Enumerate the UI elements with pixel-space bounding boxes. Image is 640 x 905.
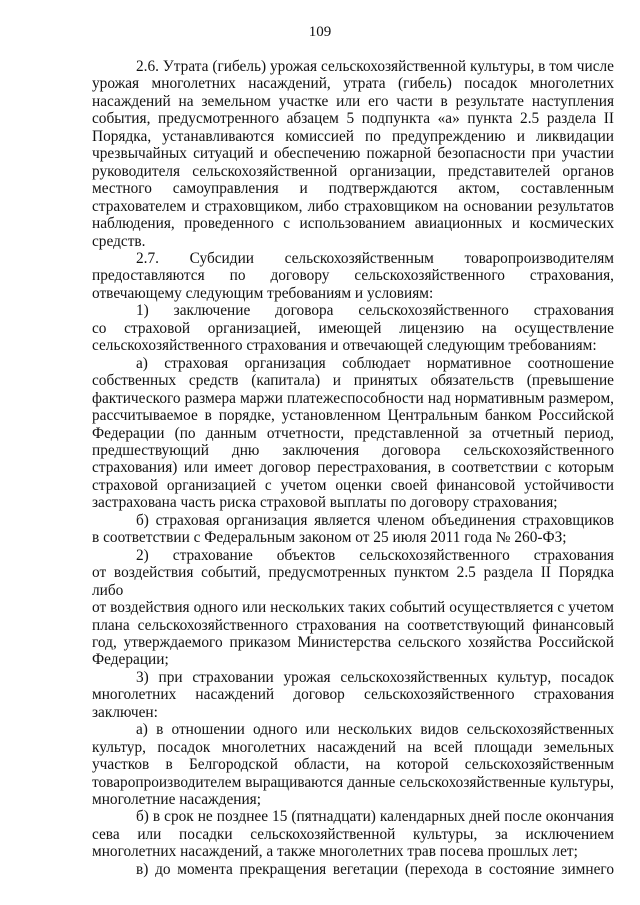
text-line: многолетних насаждений договор сельскохозяйственного страхования: [92, 686, 614, 704]
text-line: Федерации (по данным отчетности, представленной за отчетный период,: [92, 424, 614, 442]
text-line: б) в срок не позднее 15 (пятнадцати) календарных дней после окончания: [136, 808, 614, 826]
text-line: год, утверждаемого приказом Министерства сельского хозяйства Российской: [92, 633, 614, 651]
text-line: отвечающему следующим требованиям и условиям:: [92, 284, 434, 302]
page-number: 109: [308, 24, 332, 40]
text-line: заключен:: [92, 703, 158, 721]
text-line: плана сельскохозяйственного страхования на соответствующий финансовый: [92, 616, 614, 634]
text-line: товаропроизводителем выращиваются данные сельскохозяйственные культуры,: [92, 773, 614, 791]
text-line: средств.: [92, 232, 146, 250]
text-line: Порядка, устанавливаются комиссией по предупреждению и ликвидации: [92, 127, 614, 145]
text-line: страхователем и страховщиком, либо страховщиком на основании результатов: [92, 197, 614, 215]
text-line: фактического размера маржи платежеспособности над нормативным размером,: [92, 389, 614, 407]
text-line: культур, посадок многолетних насаждений на всей площади земельных: [92, 738, 614, 756]
text-line: б) страховая организация является членом объединения страховщиков: [136, 511, 614, 529]
text-line: в соответствии с Федеральным законом от 25 июля 2011 года № 260-ФЗ;: [92, 529, 567, 547]
text-line: 2.6. Утрата (гибель) урожая сельскохозяйственной культуры, в том числе: [136, 58, 614, 75]
text-line: урожая многолетних насаждений, утрата (гибель) посадок многолетних: [92, 75, 614, 93]
text-line: участков в Белгородской области, на которой сельскохозяйственным: [92, 756, 614, 774]
text-line: а) в отношении одного или нескольких видов сельскохозяйственных: [136, 721, 614, 739]
text-line: чрезвычайных ситуаций и обеспечению пожарной безопасности при участии: [92, 145, 614, 163]
text-line: страховой организацией с учетом оценки своей финансовой устойчивости: [92, 476, 614, 494]
text-line: сева или посадки сельскохозяйственной культуры, за исключением: [92, 825, 614, 843]
text-line: события, предусмотренного абзацем 5 подпункта «а» пункта 2.5 раздела II: [92, 110, 614, 128]
text-line: многолетние насаждения;: [92, 791, 262, 809]
text-line: предшествующий дню заключения договора сельскохозяйственного: [92, 441, 614, 459]
text-line: со страховой организацией, имеющей лицензию на осуществление: [92, 319, 614, 337]
text-line: Федерации;: [92, 651, 169, 669]
text-line: многолетних насаждений, а также многолетних трав посева прошлых лет;: [92, 843, 578, 861]
text-line: а) страховая организация соблюдает нормативное соотношение: [136, 354, 614, 372]
text-line: 1) заключение договора сельскохозяйственного страхования: [136, 302, 614, 320]
text-line: наблюдения, проведенного с использованием авиационных и космических: [92, 215, 614, 233]
text-line: страхования) или имеет договор перестрахования, в соответствии с которым: [92, 459, 614, 477]
text-line: рассчитываемое в порядке, установленном Центральным банком Российской: [92, 407, 614, 425]
text-line: 3) при страховании урожая сельскохозяйственных культур, посадок: [136, 668, 614, 686]
text-line: от воздействия одного или нескольких таких событий осуществляется с учетом: [92, 599, 614, 617]
text-line: предоставляются по договору сельскохозяйственного страхования,: [92, 267, 614, 285]
text-line: насаждений на земельном участке или его части в результате наступления: [92, 92, 614, 110]
text-line: собственных средств (капитала) и принятых обязательств (превышение: [92, 372, 614, 390]
text-line: 2.7. Субсидии сельскохозяйственным товаропроизводителям: [136, 249, 614, 267]
text-line: в) до момента прекращения вегетации (перехода в состояние зимнего: [136, 860, 614, 878]
text-line: местного самоуправления и подтверждаются актом, составленным: [92, 180, 614, 198]
document-body: [92, 58, 614, 878]
text-line: сельскохозяйственного страхования и отвечающей следующим требованиям:: [92, 337, 597, 355]
text-line: руководителя сельскохозяйственной организации, представителей органов: [92, 162, 614, 180]
text-line: 2) страхование объектов сельскохозяйственного страхования: [136, 546, 614, 564]
text-line: застрахована часть риска страховой выплаты по договору страхования;: [92, 494, 558, 512]
text-line: от воздействия событий, предусмотренных пунктом 2.5 раздела II Порядка либо: [92, 564, 614, 599]
